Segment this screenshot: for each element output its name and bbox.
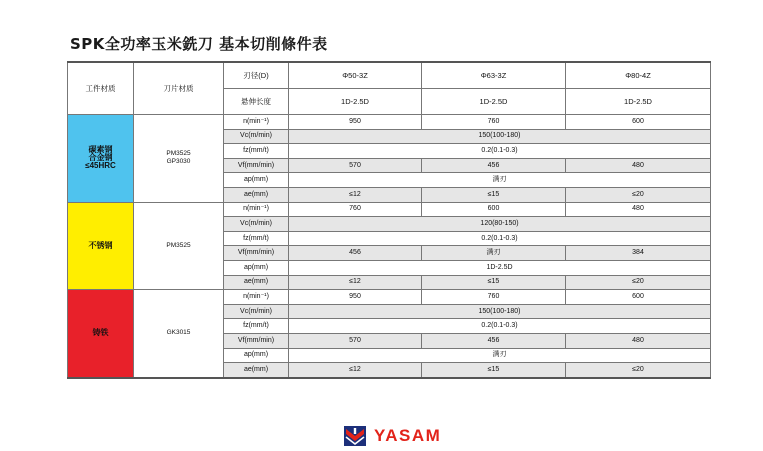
table-row bbox=[68, 290, 711, 305]
param-label: ae(mm) bbox=[224, 187, 289, 202]
workpiece-material-cell bbox=[68, 115, 134, 203]
header-insert: 刀片材质 bbox=[134, 62, 224, 115]
value-cell: 456 bbox=[289, 246, 422, 261]
value-cell: 760 bbox=[422, 290, 566, 305]
value-cell-span: 0.2(0.1-0.3) bbox=[289, 231, 711, 246]
param-label: Vf(mm/min) bbox=[224, 158, 289, 173]
table-row bbox=[68, 202, 711, 217]
workpiece-material-cell bbox=[68, 202, 134, 290]
value-cell: 570 bbox=[289, 158, 422, 173]
material-label: 铸铁 bbox=[92, 328, 109, 338]
workpiece-material-cell bbox=[68, 290, 134, 378]
param-label: n(min⁻¹) bbox=[224, 202, 289, 217]
value-cell: ≤15 bbox=[422, 275, 566, 290]
value-cell: ≤20 bbox=[566, 275, 711, 290]
param-label: ap(mm) bbox=[224, 260, 289, 275]
param-label: Vc(m/min) bbox=[224, 129, 289, 144]
param-label: Vf(mm/min) bbox=[224, 246, 289, 261]
value-cell: 760 bbox=[289, 202, 422, 217]
overhang-col-3: 1D-2.5D bbox=[566, 89, 711, 115]
value-cell: 600 bbox=[422, 202, 566, 217]
value-cell: 480 bbox=[566, 202, 711, 217]
page-title: SPK全功率玉米銑刀 基本切削條件表 bbox=[70, 35, 328, 53]
param-label: fz(mm/t) bbox=[224, 319, 289, 334]
param-label: ae(mm) bbox=[224, 363, 289, 378]
material-label: ≤45HRC bbox=[85, 161, 116, 171]
header-edge-diameter: 刃径(D) bbox=[224, 62, 289, 89]
insert-grade-label: PM3525 bbox=[166, 150, 191, 158]
material-label: 合金钢 bbox=[88, 153, 113, 163]
cutting-conditions-table bbox=[67, 61, 711, 379]
insert-grade-label: GK3015 bbox=[166, 329, 191, 337]
insert-grade-label: PM3525 bbox=[166, 241, 191, 249]
value-cell: 600 bbox=[566, 290, 711, 305]
value-cell: ≤15 bbox=[422, 363, 566, 378]
value-cell: 950 bbox=[289, 115, 422, 130]
value-cell: ≤20 bbox=[566, 363, 711, 378]
value-cell: 480 bbox=[566, 333, 711, 348]
overhang-col-2: 1D-2.5D bbox=[422, 89, 566, 115]
brand-logo bbox=[344, 425, 441, 447]
header-col-3: Φ80-4Z bbox=[566, 62, 711, 89]
value-cell: 570 bbox=[289, 333, 422, 348]
value-cell-span: 0.2(0.1-0.3) bbox=[289, 144, 711, 159]
insert-grade-cell bbox=[134, 115, 224, 203]
param-label: n(min⁻¹) bbox=[224, 290, 289, 305]
param-label: Vc(m/min) bbox=[224, 217, 289, 232]
value-cell: 760 bbox=[422, 115, 566, 130]
header-workpiece: 工件材质 bbox=[68, 62, 134, 115]
value-cell-span: 150(100-180) bbox=[289, 129, 711, 144]
value-cell: 600 bbox=[566, 115, 711, 130]
param-label: fz(mm/t) bbox=[224, 231, 289, 246]
value-cell-span: 150(100-180) bbox=[289, 304, 711, 319]
value-cell: 950 bbox=[289, 290, 422, 305]
param-label: ap(mm) bbox=[224, 173, 289, 188]
value-cell: ≤12 bbox=[289, 187, 422, 202]
value-cell: 456 bbox=[422, 333, 566, 348]
value-cell-span: 120(80-150) bbox=[289, 217, 711, 232]
insert-grade-cell bbox=[134, 202, 224, 290]
param-label: Vf(mm/min) bbox=[224, 333, 289, 348]
value-cell-span: 满刃 bbox=[289, 173, 711, 188]
material-label: 不锈钢 bbox=[88, 240, 113, 250]
value-cell: ≤20 bbox=[566, 187, 711, 202]
value-cell: 满刃 bbox=[422, 246, 566, 261]
param-label: n(min⁻¹) bbox=[224, 115, 289, 130]
logo-text: YASAM bbox=[374, 426, 442, 445]
overhang-col-1: 1D-2.5D bbox=[289, 89, 422, 115]
header-col-2: Φ63-3Z bbox=[422, 62, 566, 89]
value-cell-span: 0.2(0.1-0.3) bbox=[289, 319, 711, 334]
material-label: 碳素钢 bbox=[88, 145, 113, 155]
table-row bbox=[68, 115, 711, 130]
value-cell-span: 满刃 bbox=[289, 348, 711, 363]
insert-grade-label: GP3030 bbox=[166, 158, 191, 166]
value-cell: 384 bbox=[566, 246, 711, 261]
value-cell: 480 bbox=[566, 158, 711, 173]
header-overhang: 悬伸长度 bbox=[224, 89, 289, 115]
yasam-logo-icon bbox=[344, 426, 366, 446]
param-label: fz(mm/t) bbox=[224, 144, 289, 159]
header-col-1: Φ50-3Z bbox=[289, 62, 422, 89]
header-row-diameter bbox=[68, 62, 711, 89]
param-label: Vc(m/min) bbox=[224, 304, 289, 319]
value-cell: ≤12 bbox=[289, 275, 422, 290]
param-label: ae(mm) bbox=[224, 275, 289, 290]
value-cell: 456 bbox=[422, 158, 566, 173]
value-cell: ≤12 bbox=[289, 363, 422, 378]
value-cell: ≤15 bbox=[422, 187, 566, 202]
value-cell-span: 1D-2.5D bbox=[289, 260, 711, 275]
param-label: ap(mm) bbox=[224, 348, 289, 363]
insert-grade-cell bbox=[134, 290, 224, 378]
